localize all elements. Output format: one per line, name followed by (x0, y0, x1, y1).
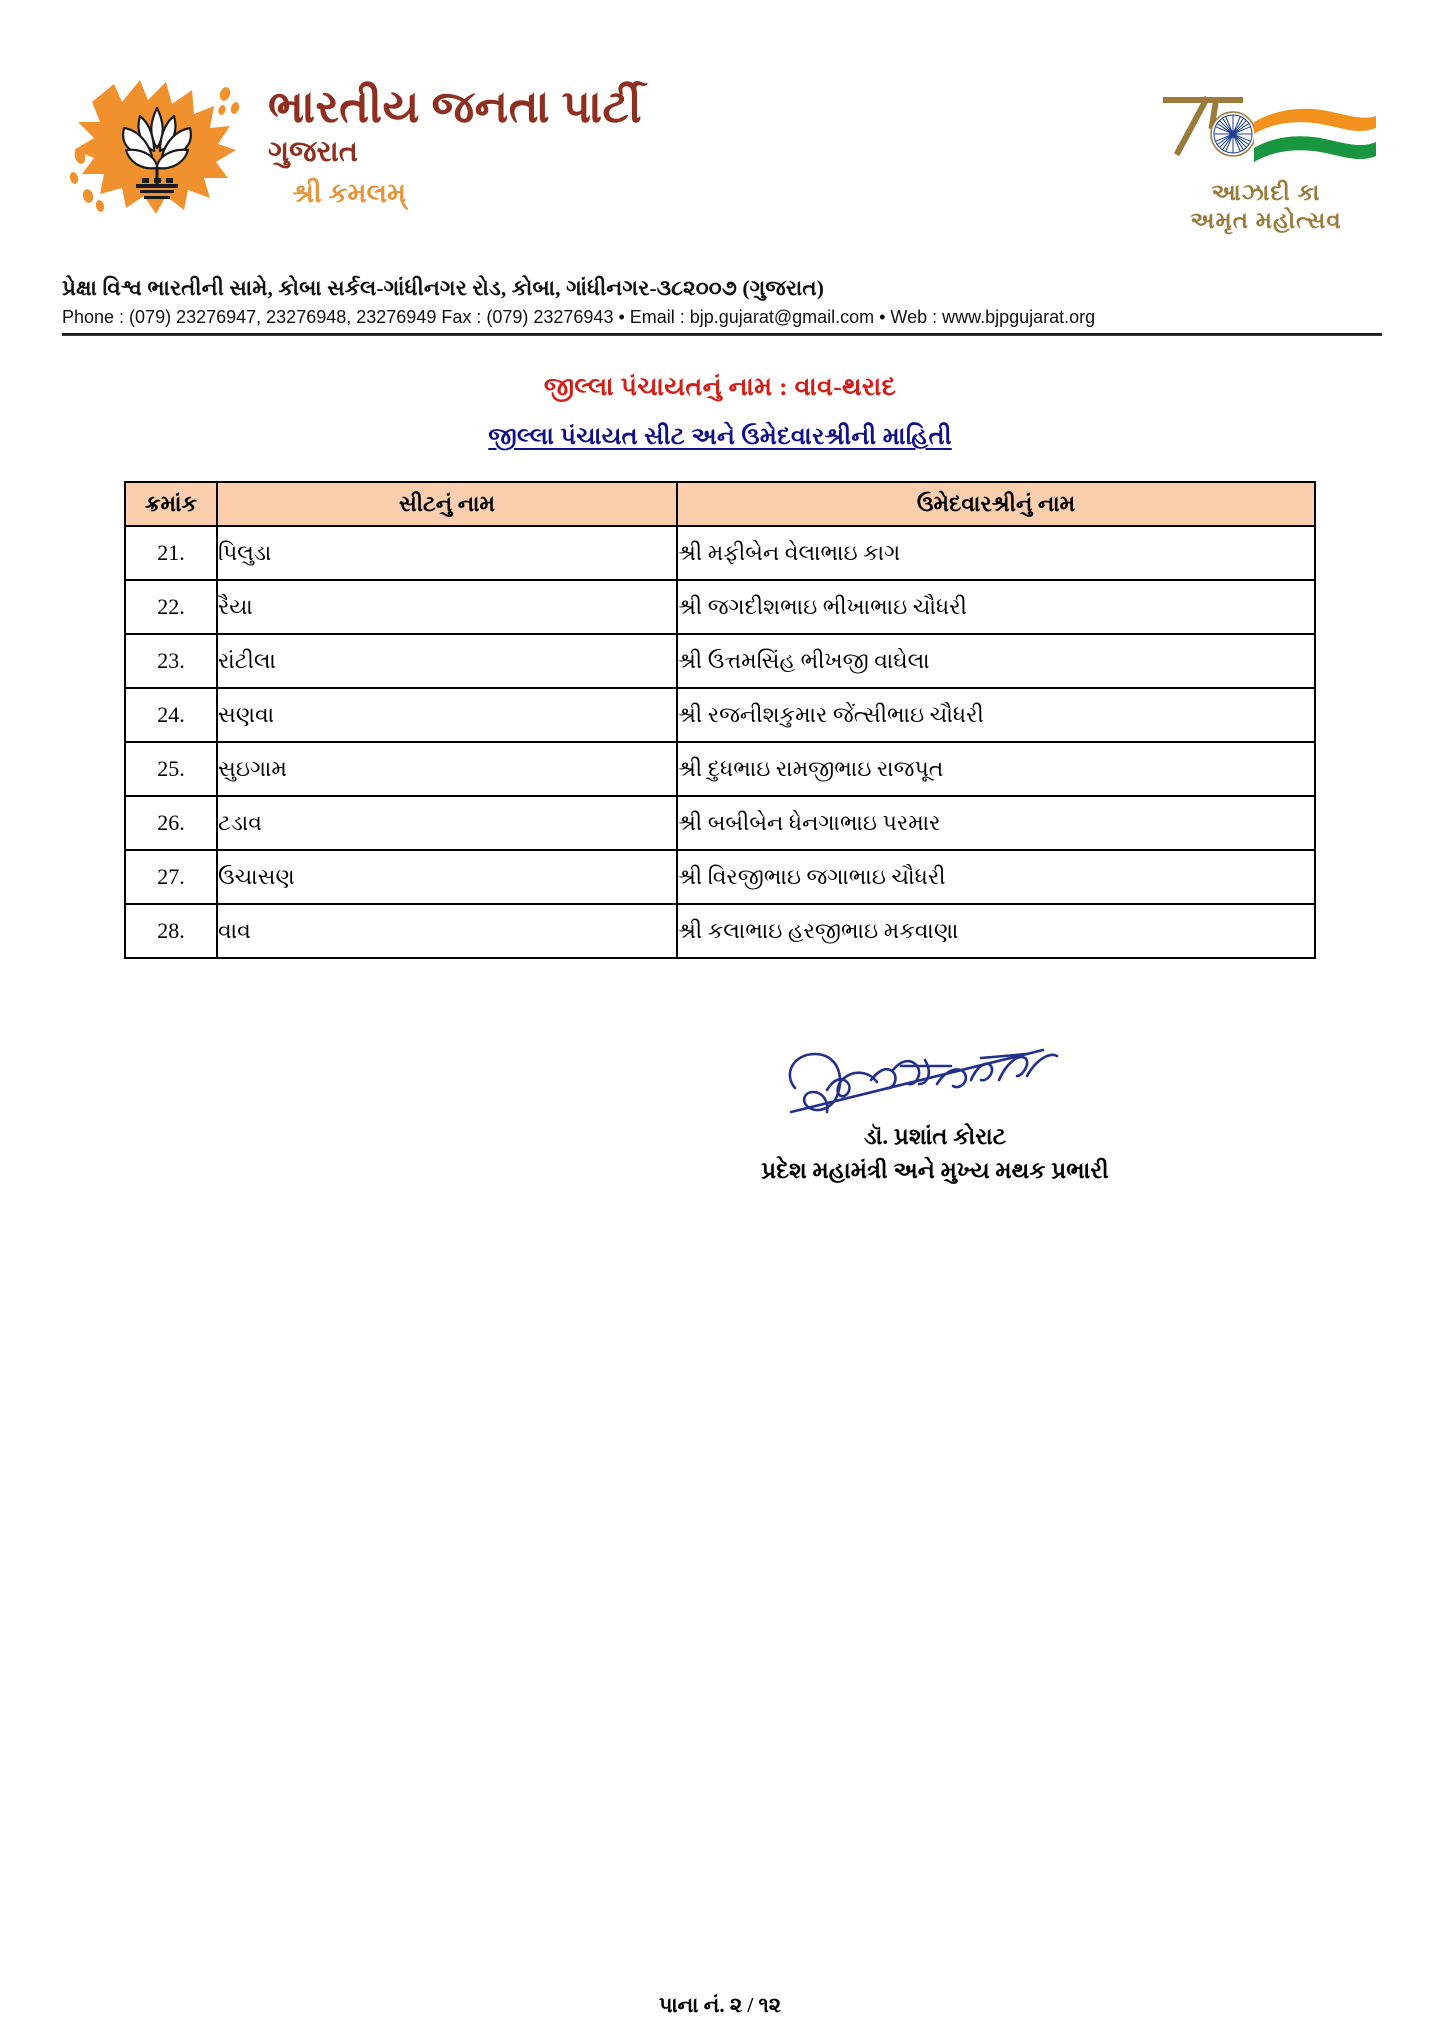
candidates-table (124, 481, 1316, 959)
table-row (125, 850, 1315, 904)
cell-candidate-name: શ્રી જગદીશભાઇ ભીખાભાઇ ચૌધરી (677, 580, 1315, 634)
cell-candidate-name: શ્રી બબીબેન ધેનગાભાઇ પરમાર (677, 796, 1315, 850)
column-header-candidate: ઉમેદવારશ્રીનું નામ (677, 482, 1315, 526)
cell-seat-name: રૈયા (217, 580, 677, 634)
letterhead (0, 0, 1440, 278)
signatory-name: ડૉ. પ્રશાંત કોરાટ (863, 1124, 1007, 1149)
cell-seat-name: વાવ (217, 904, 677, 958)
cell-candidate-name: શ્રી કલાભાઇ હરજીભાઇ મકવાણા (677, 904, 1315, 958)
table-row (125, 580, 1315, 634)
bjp-lotus-logo (62, 72, 252, 217)
office-address: પ્રેક્ષા વિશ્વ ભારતીની સામે, કોબા સર્કલ-ગાંધીનગર રોડ, કોબા, ગાંધીનગર-૩૮૨૦૦૭ (ગુજરાત) (62, 276, 824, 300)
seat-candidate-subtitle (0, 424, 1440, 451)
header-divider (62, 333, 1382, 336)
cell-sr: 21. (125, 526, 217, 580)
table-row (125, 742, 1315, 796)
handwritten-signature-icon (775, 1040, 1095, 1122)
table-head (125, 482, 1315, 526)
party-title-block (268, 84, 888, 210)
cell-sr: 28. (125, 904, 217, 958)
azadi-line2: અમૃત મહોત્સવ (1190, 207, 1342, 233)
cell-candidate-name: શ્રી ઉત્તમસિંહ ભીખજી વાઘેલા (677, 634, 1315, 688)
district-panchayat-title: જીલ્લા પંચાયતનું નામ : વાવ-થરાદ (543, 372, 897, 401)
party-slogan: શ્રી કમલમ્ (292, 178, 407, 209)
seat-candidate-subtitle-text: જીલ્લા પંચાયત સીટ અને ઉમેદવારશ્રીની માહિતી (488, 424, 952, 450)
table-row (125, 526, 1315, 580)
cell-seat-name: ટડાવ (217, 796, 677, 850)
party-name: ભારતીય જનતા પાર્ટી (268, 82, 643, 132)
page-number-footer: પાના નં. ૨ / ૧૨ (658, 1993, 782, 2017)
cell-seat-name: રાંટીલા (217, 634, 677, 688)
signatory-designation: પ્રદેશ મહામંત્રી અને મુખ્ય મથક પ્રભારી (761, 1158, 1109, 1183)
contact-details: Phone : (079) 23276947, 23276948, 23276949 Fax : (079) 23276943 • Email : bjp.gujarat@gmail.com • Web : www.bjpgujarat.org (62, 307, 1096, 327)
cell-sr: 27. (125, 850, 217, 904)
cell-seat-name: સુઇગામ (217, 742, 677, 796)
signature-block (0, 1040, 1440, 1184)
azadi-line1: આઝાદી કા (1211, 180, 1321, 205)
table-body (125, 526, 1315, 958)
cell-candidate-name: શ્રી દુધભાઇ રામજીભાઇ રાજપૂત (677, 742, 1315, 796)
address-block (0, 276, 1440, 336)
cell-sr: 22. (125, 580, 217, 634)
cell-seat-name: પિલુડા (217, 526, 677, 580)
cell-candidate-name: શ્રી વિરજીભાઇ જગાભાઇ ચૌધરી (677, 850, 1315, 904)
cell-candidate-name: શ્રી રજનીશકુમાર જેંત્સીભાઇ ચૌધરી (677, 688, 1315, 742)
cell-sr: 24. (125, 688, 217, 742)
candidates-table-wrap (124, 481, 1316, 959)
cell-sr: 25. (125, 742, 217, 796)
table-header-row (125, 482, 1315, 526)
column-header-sr: ક્રમાંક (125, 482, 217, 526)
cell-sr: 23. (125, 634, 217, 688)
table-row (125, 688, 1315, 742)
cell-seat-name: ઉચાસણ (217, 850, 677, 904)
table-row (125, 634, 1315, 688)
azadi-ka-amrit-mahotsav-logo (1150, 86, 1382, 234)
table-row (125, 904, 1315, 958)
table-row (125, 796, 1315, 850)
cell-sr: 26. (125, 796, 217, 850)
cell-candidate-name: શ્રી મફીબેન વેલાભાઇ કાગ (677, 526, 1315, 580)
column-header-seat: સીટનું નામ (217, 482, 677, 526)
party-state: ગુજરાત (268, 136, 358, 169)
cell-seat-name: સણવા (217, 688, 677, 742)
